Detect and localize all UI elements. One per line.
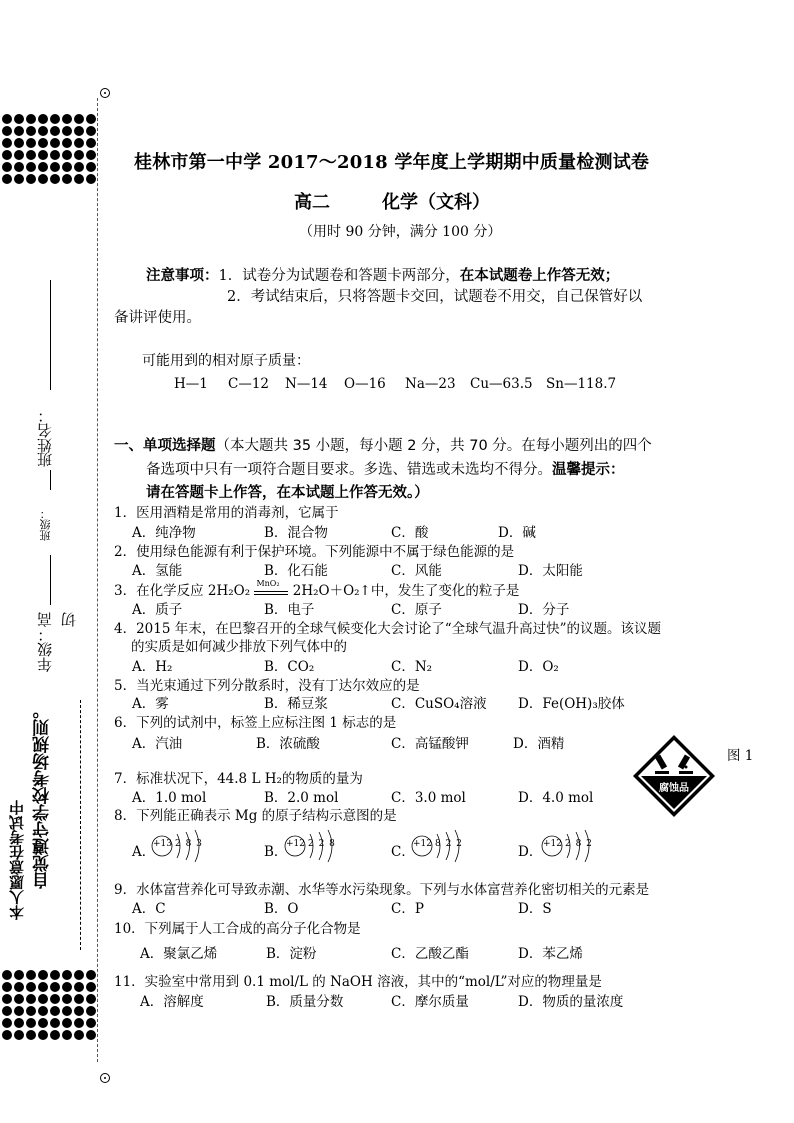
q8-option-a: A． — [132, 844, 156, 860]
binding-dot — [62, 1030, 72, 1040]
q3-option-c: C．原子 — [391, 602, 442, 618]
question-4-stem: 4．2015 年末，在巴黎召开的全球气候变化大会讨论了“全球气温升高过快”的议题。该议题 — [114, 621, 662, 637]
q6-option-d: D．酒精 — [513, 736, 565, 752]
atom-c-nucleus: +12 — [413, 839, 432, 849]
mass-item: O—16 — [344, 376, 386, 392]
binding-dot — [14, 970, 24, 980]
binding-dot — [38, 138, 48, 148]
binding-dot — [38, 126, 48, 136]
binding-dot — [74, 174, 84, 184]
q2-option-b: B．化石能 — [264, 563, 328, 579]
q9-option-d: D．S — [518, 901, 552, 917]
question-7-stem: 7．标准状况下，44.8 L H₂的物质的量为 — [114, 771, 363, 787]
exam-title: 桂林市第一中学 2017～2018 学年度上学期期中质量检测试卷 — [134, 152, 650, 173]
section-tip: 温馨提示： — [552, 462, 625, 478]
q3-stem-b: 2H₂O＋O₂↑中，发生了变化的粒子是 — [292, 583, 520, 599]
q11-option-d: D．物质的量浓度 — [518, 994, 624, 1010]
q8-option-b: B． — [264, 844, 288, 860]
q9-option-b: B．O — [264, 901, 299, 917]
q5-option-d: D．Fe(OH)₃胶体 — [518, 696, 625, 712]
q7-option-b: B．2.0 mol — [264, 790, 339, 806]
pledge-line — [80, 700, 81, 950]
q9-option-c: C．P — [391, 901, 424, 917]
binding-dot — [14, 138, 24, 148]
subject-text: 化学（文科） — [382, 192, 490, 213]
q7-option-d: D．4.0 mol — [518, 790, 594, 806]
binding-dot — [38, 174, 48, 184]
atom-diagram-b — [283, 826, 341, 866]
binding-dot — [86, 994, 96, 1004]
q1-option-b: B．混合物 — [264, 525, 328, 541]
question-1-stem: 1．医用酒精是常用的消毒剂，它属于 — [114, 505, 339, 521]
binding-dot — [62, 982, 72, 992]
honor-pledge-2: 自觉遵守学校考场规则。 — [33, 702, 53, 889]
q3-stem-a: 3．在化学反应 2H₂O₂ — [114, 583, 251, 599]
mass-item: C—12 — [228, 376, 270, 392]
q3-catalyst-arrow — [254, 578, 288, 599]
cut-line — [97, 98, 98, 1062]
notes-line-1 — [146, 264, 619, 285]
binding-dot — [50, 162, 60, 172]
q3-option-b: B．电子 — [264, 602, 315, 618]
q11-option-b: B．质量分数 — [266, 994, 344, 1010]
binding-dot — [26, 114, 36, 124]
binding-dot — [2, 970, 12, 980]
honor-pledge-1: 本人愿意在考试中 — [8, 800, 26, 920]
q10-option-b: B．淀粉 — [266, 946, 317, 962]
notes-item1-bold: 在本试题卷上作答无效； — [459, 267, 620, 284]
corrosive-sign-icon — [631, 733, 717, 819]
binding-dot — [14, 982, 24, 992]
atom-d-shells: 2 8 2 — [565, 839, 592, 849]
q6-option-a: A．汽油 — [132, 736, 183, 752]
question-2-stem: 2．使用绿色能源有利于保护环境。下列能源中不属于绿色能源的是 — [114, 544, 515, 560]
binding-dot — [26, 1030, 36, 1040]
q2-option-d: D．太阳能 — [518, 563, 583, 579]
binding-dot — [62, 126, 72, 136]
binding-dot — [2, 982, 12, 992]
binding-dot — [26, 150, 36, 160]
q5-option-b: B．稀豆浆 — [264, 696, 328, 712]
binding-dot — [86, 138, 96, 148]
binding-dot — [86, 150, 96, 160]
binding-dot — [2, 138, 12, 148]
q7-option-a: A．1.0 mol — [132, 790, 207, 806]
q2-option-c: C．风能 — [391, 563, 442, 579]
binding-dot — [14, 150, 24, 160]
q4-option-c: C．N₂ — [391, 659, 433, 675]
atom-b-shells: 2 2 8 — [308, 839, 335, 849]
question-3-stem — [114, 579, 519, 599]
q10-option-a: A．聚氯乙烯 — [140, 946, 218, 962]
binding-dot — [14, 114, 24, 124]
q8-option-d: D． — [518, 844, 543, 860]
grade-text: 高二 — [294, 192, 330, 213]
q5-option-a: A．雾 — [132, 696, 169, 712]
binding-dot — [38, 150, 48, 160]
mass-label: 可能用到的相对原子质量： — [142, 353, 310, 369]
binding-dot — [14, 994, 24, 1004]
binding-dot — [38, 1006, 48, 1016]
atom-b-nucleus: +12 — [286, 839, 305, 849]
binding-dot — [62, 174, 72, 184]
binding-dot — [14, 126, 24, 136]
binding-dot — [74, 1006, 84, 1016]
binding-dot — [14, 162, 24, 172]
binding-dot — [26, 126, 36, 136]
binding-dot — [50, 114, 60, 124]
binding-dot — [86, 174, 96, 184]
question-10-stem: 10．下列属于人工合成的高分子化合物是 — [114, 921, 361, 937]
binding-dot — [62, 970, 72, 980]
binding-dot — [2, 1006, 12, 1016]
binding-dot — [2, 994, 12, 1004]
binding-dot — [26, 994, 36, 1004]
binding-dot — [62, 114, 72, 124]
question-9-stem: 9．水体富营养化可导致赤潮、水华等水污染现象。下列与水体富营养化密切相关的元素是 — [114, 882, 650, 898]
q11-option-a: A．溶解度 — [140, 994, 204, 1010]
name-label: 姓名： — [36, 408, 54, 453]
binding-dot — [50, 982, 60, 992]
binding-dot — [26, 1018, 36, 1028]
mass-item: Cu—63.5 — [470, 376, 533, 392]
binding-dot — [50, 994, 60, 1004]
binding-dot — [86, 1006, 96, 1016]
q3-option-a: A．质子 — [132, 602, 183, 618]
binding-dot — [2, 114, 12, 124]
binding-dot — [74, 150, 84, 160]
atom-d-nucleus: +12 — [543, 839, 562, 849]
binding-dot — [62, 150, 72, 160]
section-desc-3: 请在答题卡上作答，在本试题上作答无效。） — [146, 484, 429, 501]
mass-item: N—14 — [285, 376, 328, 392]
q9-option-a: A．C — [132, 901, 166, 917]
notes-label: 注意事项： — [146, 267, 219, 284]
time-info: （用时 90 分钟，满分 100 分） — [299, 224, 502, 240]
binding-dot — [74, 1030, 84, 1040]
q6-option-c: C．高锰酸钾 — [391, 736, 469, 752]
mass-item: H—1 — [174, 376, 208, 392]
sign-text: 腐蚀品 — [659, 783, 689, 794]
binding-dot — [50, 970, 60, 980]
binding-dot — [86, 982, 96, 992]
binding-dot — [62, 162, 72, 172]
binding-dot — [2, 126, 12, 136]
binding-dot — [50, 138, 60, 148]
binding-dot — [86, 162, 96, 172]
question-8-stem: 8．下列能正确表示 Mg 的原子结构示意图的是 — [114, 808, 397, 824]
binding-dot — [26, 174, 36, 184]
binding-dot — [50, 1030, 60, 1040]
binding-dot — [26, 1006, 36, 1016]
binding-dot — [74, 1018, 84, 1028]
q4-option-b: B．CO₂ — [264, 659, 315, 675]
q1-option-d: D．碱 — [498, 525, 536, 541]
binding-dot — [38, 114, 48, 124]
notes-line-3: 备讲评使用。 — [114, 310, 201, 326]
q4-option-d: D．O₂ — [518, 659, 559, 675]
binding-dot — [2, 1030, 12, 1040]
question-4-stem-2: 的实质是如何减少排放下列气体中的 — [131, 639, 347, 655]
binding-dot — [38, 1030, 48, 1040]
q5-option-c: C．CuSO₄溶液 — [391, 696, 487, 712]
binding-dot — [38, 970, 48, 980]
mass-item: Sn—118.7 — [546, 376, 617, 392]
notes-item1: 1．试卷分为试题卷和答题卡两部分， — [218, 268, 460, 284]
binding-dot — [38, 162, 48, 172]
binding-dot — [74, 982, 84, 992]
binding-dot — [74, 126, 84, 136]
class-underline — [50, 470, 51, 490]
binding-dot — [2, 162, 12, 172]
binding-dot — [2, 1018, 12, 1028]
binding-dot — [14, 1018, 24, 1028]
q7-option-c: C．3.0 mol — [391, 790, 466, 806]
binding-dot — [74, 138, 84, 148]
binding-dot — [86, 1030, 96, 1040]
binding-dot — [26, 138, 36, 148]
binding-dot — [38, 1018, 48, 1028]
binding-dot — [50, 126, 60, 136]
binding-dot — [38, 994, 48, 1004]
section-desc-1: （本大题共 35 小题，每小题 2 分，共 70 分。在每小题列出的四个 — [215, 438, 652, 454]
binding-dot — [86, 114, 96, 124]
binding-dot — [74, 994, 84, 1004]
binding-dot — [2, 150, 12, 160]
binding-dot — [74, 970, 84, 980]
binding-dot — [26, 162, 36, 172]
question-5-stem: 5．当光束通过下列分散系时，没有丁达尔效应的是 — [114, 678, 420, 694]
atom-diagram-c — [410, 826, 468, 866]
q1-option-c: C．酸 — [391, 525, 429, 541]
section-heading-line-1 — [114, 434, 652, 455]
binding-dot — [86, 126, 96, 136]
binding-dot — [74, 114, 84, 124]
q2-option-a: A．氢能 — [132, 563, 183, 579]
question-11-stem: 11．实验室中常用到 0.1 mol/L 的 NaOH 溶液，其中的“mol/L”对应的物理量是 — [114, 974, 602, 990]
binding-dot — [62, 1006, 72, 1016]
top-dot-grid — [2, 114, 98, 186]
q10-option-c: C．乙酸乙酯 — [391, 946, 469, 962]
binding-dot — [50, 174, 60, 184]
atom-c-shells: 8 2 2 — [435, 839, 462, 849]
grade-suffix: 切 — [60, 612, 78, 627]
binding-dot — [50, 1018, 60, 1028]
question-6-stem: 6．下列的试剂中，标签上应标注图 1 标志的是 — [114, 715, 397, 731]
q8-option-c: C． — [391, 844, 415, 860]
q3-option-d: D．分子 — [518, 602, 570, 618]
binding-dot — [2, 174, 12, 184]
section-desc-2: 备选项中只有一项符合题目要求。多选、错选或未选均不得分。 — [146, 462, 552, 478]
atom-diagram-d — [540, 826, 598, 866]
q4-option-a: A．H₂ — [132, 659, 173, 675]
section-heading: 一、单项选择题 — [114, 437, 216, 454]
section-heading-line-2 — [146, 458, 625, 479]
binding-dot — [26, 982, 36, 992]
binding-dot — [86, 970, 96, 980]
class-label: 班 — [36, 452, 54, 467]
binding-dot — [14, 1030, 24, 1040]
punch-mark-bottom — [100, 1073, 110, 1083]
binding-dot — [62, 1018, 72, 1028]
atom-a-nucleus: +13 — [153, 839, 172, 849]
mass-item: Na—23 — [405, 376, 456, 392]
binding-dot — [26, 970, 36, 980]
binding-dot — [74, 162, 84, 172]
name-underline — [50, 280, 51, 390]
binding-dot — [50, 150, 60, 160]
bottom-dot-grid — [2, 970, 98, 1042]
binding-dot — [86, 1018, 96, 1028]
class-label-2: 班级： — [39, 508, 52, 541]
binding-dot — [38, 982, 48, 992]
binding-dot — [14, 1006, 24, 1016]
binding-dot — [14, 174, 24, 184]
atom-diagram-a — [150, 826, 208, 866]
notes-line-2: 2．考试结束后，只将答题卡交回，试题卷不用交，自己保管好以 — [227, 289, 643, 305]
atom-a-shells: 2 8 3 — [175, 839, 202, 849]
q11-option-c: C．摩尔质量 — [391, 994, 469, 1010]
class2-underline — [50, 555, 51, 605]
q10-option-d: D．苯乙烯 — [518, 946, 583, 962]
punch-mark-top — [100, 88, 110, 98]
q3-catalyst: MnO₂ — [256, 578, 280, 588]
figure-1-label: 图 1 — [727, 748, 754, 764]
binding-dot — [50, 1006, 60, 1016]
binding-dot — [62, 994, 72, 1004]
binding-dot — [62, 138, 72, 148]
grade-label: 年级：高 — [36, 612, 54, 672]
q1-option-a: A．纯净物 — [132, 525, 196, 541]
q6-option-b: B．浓硫酸 — [256, 736, 320, 752]
